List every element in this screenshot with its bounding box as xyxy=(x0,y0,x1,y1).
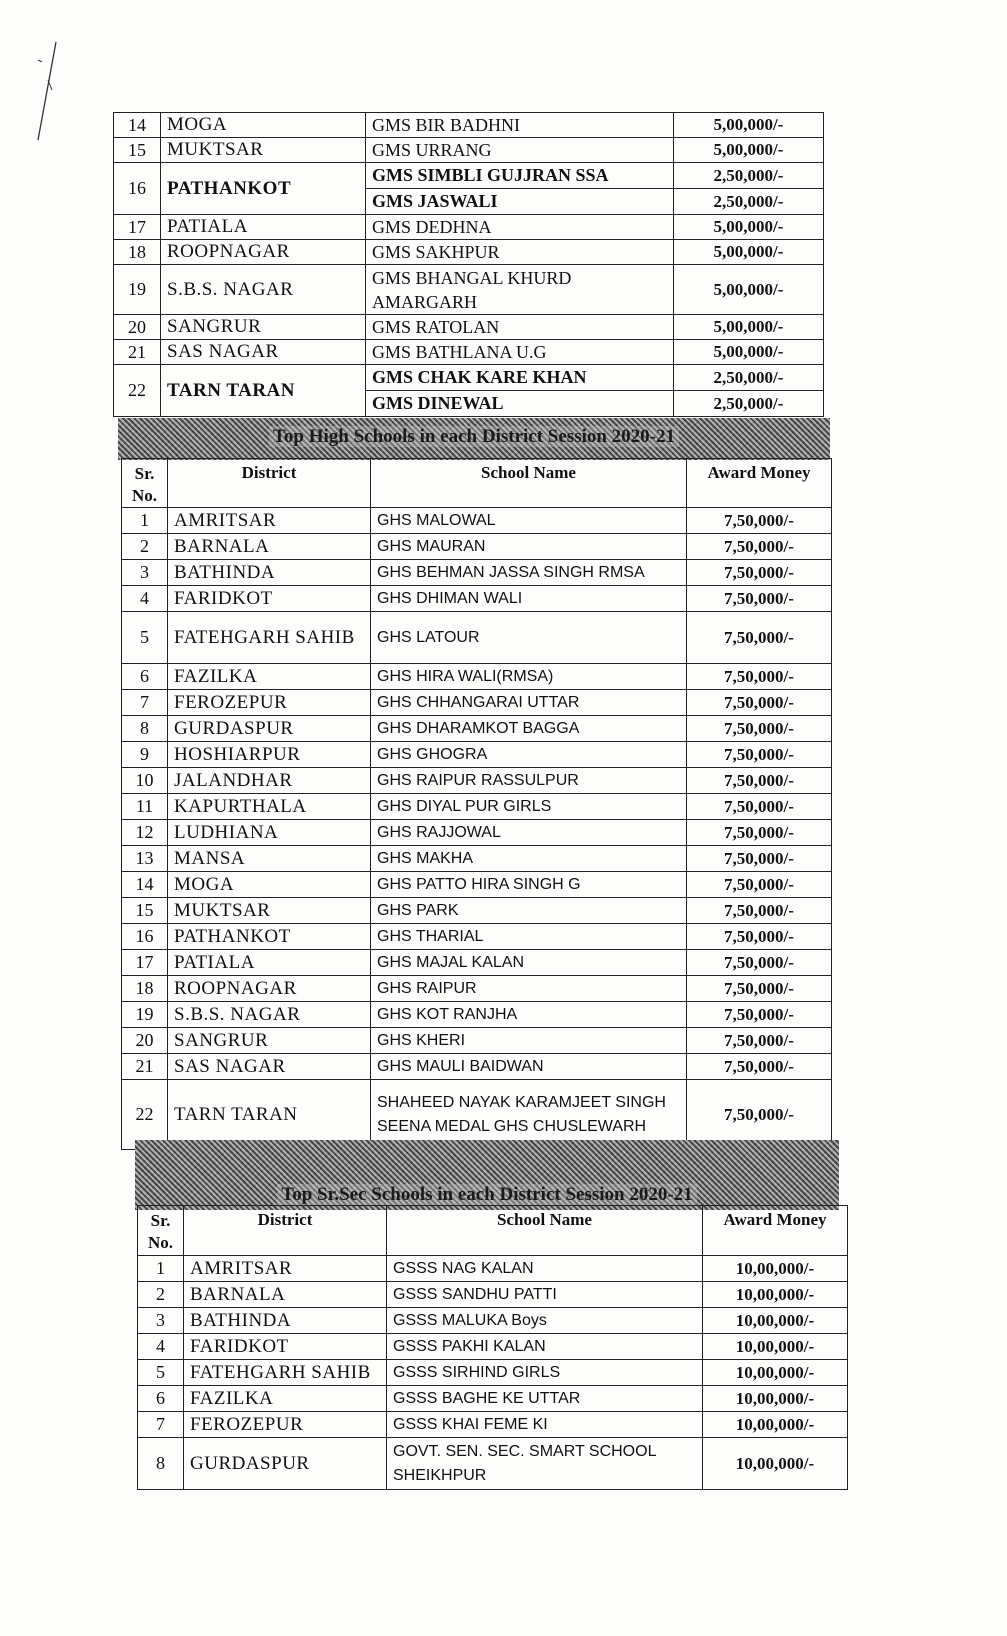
table-row xyxy=(138,1282,848,1308)
section-banner-sr-sec-schools xyxy=(135,1140,839,1210)
school-cell: GHS DHIMAN WALI xyxy=(371,586,687,612)
school-cell: GHS DIYAL PUR GIRLS xyxy=(371,794,687,820)
school-cell: GMS JASWALI xyxy=(366,189,674,215)
district-cell: MOGA xyxy=(168,872,371,898)
table-row xyxy=(114,138,824,163)
district-cell: TARN TARAN xyxy=(168,1080,371,1150)
award-cell: 7,50,000/- xyxy=(687,872,832,898)
award-cell: 7,50,000/- xyxy=(687,534,832,560)
district-cell: PATIALA xyxy=(161,215,366,240)
award-money-header: Award Money xyxy=(703,1206,848,1256)
district-cell: MANSA xyxy=(168,846,371,872)
sr-cell: 9 xyxy=(122,742,168,768)
table-row xyxy=(114,365,824,391)
sr-cell: 20 xyxy=(122,1028,168,1054)
district-cell: BATHINDA xyxy=(168,560,371,586)
table-row xyxy=(114,113,824,138)
sr-cell: 8 xyxy=(138,1438,184,1490)
sr-cell: 16 xyxy=(114,163,161,215)
award-cell: 2,50,000/- xyxy=(674,163,824,189)
sr-cell: 10 xyxy=(122,768,168,794)
school-cell: GSSS MALUKA Boys xyxy=(387,1308,703,1334)
table-row xyxy=(114,215,824,240)
district-cell: FEROZEPUR xyxy=(168,690,371,716)
table-row xyxy=(122,534,832,560)
table-row xyxy=(122,846,832,872)
sr-cell: 2 xyxy=(122,534,168,560)
school-cell: GMS BATHLANA U.G xyxy=(366,340,674,365)
district-cell: FARIDKOT xyxy=(184,1334,387,1360)
sr-cell: 4 xyxy=(138,1334,184,1360)
table-row xyxy=(122,716,832,742)
district-cell: FATEHGARH SAHIB xyxy=(184,1360,387,1386)
award-cell: 7,50,000/- xyxy=(687,846,832,872)
school-cell: GHS PATTO HIRA SINGH G xyxy=(371,872,687,898)
district-cell: MOGA xyxy=(161,113,366,138)
table-row xyxy=(122,690,832,716)
award-cell: 7,50,000/- xyxy=(687,586,832,612)
school-cell: GHS KOT RANJHA xyxy=(371,1002,687,1028)
table-row xyxy=(114,163,824,189)
table-row xyxy=(122,612,832,664)
table-row xyxy=(122,664,832,690)
table-row xyxy=(114,265,824,315)
sr-cell: 14 xyxy=(114,113,161,138)
school-cell: GHS CHHANGARAI UTTAR xyxy=(371,690,687,716)
sr-header: Sr. No. xyxy=(138,1206,184,1256)
district-header: District xyxy=(168,459,371,508)
school-cell: GHS BEHMAN JASSA SINGH RMSA xyxy=(371,560,687,586)
table-row xyxy=(122,898,832,924)
table-row xyxy=(138,1412,848,1438)
sr-cell: 20 xyxy=(114,315,161,340)
award-cell: 7,50,000/- xyxy=(687,664,832,690)
table-row xyxy=(122,872,832,898)
school-cell: GSSS BAGHE KE UTTAR xyxy=(387,1386,703,1412)
award-cell: 7,50,000/- xyxy=(687,976,832,1002)
sr-cell: 17 xyxy=(122,950,168,976)
section-banner-high-schools xyxy=(118,418,830,460)
sr-header: Sr. No. xyxy=(122,459,168,508)
sr-cell: 15 xyxy=(122,898,168,924)
table-header-row xyxy=(122,459,832,508)
district-cell: MUKTSAR xyxy=(161,138,366,163)
district-cell: AMRITSAR xyxy=(168,508,371,534)
district-cell: SANGRUR xyxy=(161,315,366,340)
table-row xyxy=(114,240,824,265)
school-cell: GMS BIR BADHNI xyxy=(366,113,674,138)
district-cell: HOSHIARPUR xyxy=(168,742,371,768)
table-row xyxy=(122,924,832,950)
award-cell: 5,00,000/- xyxy=(674,315,824,340)
sr-cell: 3 xyxy=(122,560,168,586)
district-cell: AMRITSAR xyxy=(184,1256,387,1282)
award-cell: 10,00,000/- xyxy=(703,1386,848,1412)
sr-cell: 5 xyxy=(138,1360,184,1386)
section-title: Top High Schools in each District Session 2020-21 xyxy=(269,426,679,447)
sr-cell: 18 xyxy=(122,976,168,1002)
award-cell: 7,50,000/- xyxy=(687,1028,832,1054)
school-cell: GHS MAURAN xyxy=(371,534,687,560)
district-cell: S.B.S. NAGAR xyxy=(168,1002,371,1028)
school-cell: GHS LATOUR xyxy=(371,612,687,664)
pen-stroke-mark xyxy=(18,40,78,150)
award-cell: 5,00,000/- xyxy=(674,138,824,163)
table-row xyxy=(122,1080,832,1150)
district-cell: SAS NAGAR xyxy=(161,340,366,365)
table-row xyxy=(122,586,832,612)
school-cell: GHS THARIAL xyxy=(371,924,687,950)
district-cell: BATHINDA xyxy=(184,1308,387,1334)
district-cell: MUKTSAR xyxy=(168,898,371,924)
sr-cell: 5 xyxy=(122,612,168,664)
award-cell: 10,00,000/- xyxy=(703,1308,848,1334)
school-cell: GSSS NAG KALAN xyxy=(387,1256,703,1282)
award-cell: 7,50,000/- xyxy=(687,898,832,924)
school-cell: GHS GHOGRA xyxy=(371,742,687,768)
sr-cell: 15 xyxy=(114,138,161,163)
school-cell: GSSS KHAI FEME KI xyxy=(387,1412,703,1438)
table-row xyxy=(138,1334,848,1360)
district-cell: SANGRUR xyxy=(168,1028,371,1054)
school-cell: GHS HIRA WALI(RMSA) xyxy=(371,664,687,690)
school-cell: GSSS PAKHI KALAN xyxy=(387,1334,703,1360)
table-header-row xyxy=(138,1206,848,1256)
award-cell: 7,50,000/- xyxy=(687,820,832,846)
district-cell: ROOPNAGAR xyxy=(161,240,366,265)
sr-sec-schools-table xyxy=(137,1205,848,1490)
award-cell: 2,50,000/- xyxy=(674,391,824,417)
sr-cell: 6 xyxy=(122,664,168,690)
district-cell: BARNALA xyxy=(184,1282,387,1308)
school-cell: GHS RAJJOWAL xyxy=(371,820,687,846)
sr-cell: 16 xyxy=(122,924,168,950)
award-cell: 10,00,000/- xyxy=(703,1438,848,1490)
sr-cell: 1 xyxy=(122,508,168,534)
district-cell: GURDASPUR xyxy=(184,1438,387,1490)
district-cell: JALANDHAR xyxy=(168,768,371,794)
district-cell: BARNALA xyxy=(168,534,371,560)
award-cell: 10,00,000/- xyxy=(703,1412,848,1438)
district-cell: PATHANKOT xyxy=(161,163,366,215)
school-cell: GMS SAKHPUR xyxy=(366,240,674,265)
sr-cell: 18 xyxy=(114,240,161,265)
award-cell: 7,50,000/- xyxy=(687,716,832,742)
award-cell: 7,50,000/- xyxy=(687,950,832,976)
award-cell: 7,50,000/- xyxy=(687,560,832,586)
table-row xyxy=(122,950,832,976)
award-cell: 10,00,000/- xyxy=(703,1360,848,1386)
school-cell: GMS URRANG xyxy=(366,138,674,163)
award-cell: 7,50,000/- xyxy=(687,1080,832,1150)
table-row xyxy=(122,1054,832,1080)
table-row xyxy=(122,742,832,768)
sr-cell: 3 xyxy=(138,1308,184,1334)
award-cell: 7,50,000/- xyxy=(687,924,832,950)
award-cell: 5,00,000/- xyxy=(674,113,824,138)
school-cell: GHS RAIPUR xyxy=(371,976,687,1002)
sr-cell: 21 xyxy=(114,340,161,365)
school-cell: SHAHEED NAYAK KARAMJEET SINGH SEENA MEDAL GHS CHUSLEWARH xyxy=(371,1080,687,1150)
school-cell: GHS PARK xyxy=(371,898,687,924)
school-cell: GMS BHANGAL KHURD AMARGARH xyxy=(366,265,674,315)
district-cell: FARIDKOT xyxy=(168,586,371,612)
section-title: Top Sr.Sec Schools in each District Session 2020-21 xyxy=(277,1184,696,1205)
sr-cell: 7 xyxy=(122,690,168,716)
high-schools-table xyxy=(121,458,832,1150)
sr-cell: 22 xyxy=(114,365,161,417)
district-cell: PATHANKOT xyxy=(168,924,371,950)
award-cell: 5,00,000/- xyxy=(674,240,824,265)
school-cell: GHS MAJAL KALAN xyxy=(371,950,687,976)
award-cell: 2,50,000/- xyxy=(674,189,824,215)
table-row xyxy=(138,1438,848,1490)
district-cell: TARN TARAN xyxy=(161,365,366,417)
sr-cell: 4 xyxy=(122,586,168,612)
table-row xyxy=(114,315,824,340)
award-cell: 5,00,000/- xyxy=(674,265,824,315)
school-name-header: School Name xyxy=(371,459,687,508)
middle-schools-table xyxy=(113,112,824,417)
district-cell: PATIALA xyxy=(168,950,371,976)
award-cell: 7,50,000/- xyxy=(687,742,832,768)
table-row xyxy=(122,976,832,1002)
award-cell: 7,50,000/- xyxy=(687,794,832,820)
table-row xyxy=(138,1386,848,1412)
school-cell: GMS SIMBLI GUJJRAN SSA xyxy=(366,163,674,189)
district-header: District xyxy=(184,1206,387,1256)
award-cell: 7,50,000/- xyxy=(687,612,832,664)
school-cell: GHS MAKHA xyxy=(371,846,687,872)
sr-cell: 17 xyxy=(114,215,161,240)
award-cell: 7,50,000/- xyxy=(687,1002,832,1028)
school-cell: GMS RATOLAN xyxy=(366,315,674,340)
table-row xyxy=(122,560,832,586)
table-row xyxy=(114,340,824,365)
district-cell: FAZILKA xyxy=(184,1386,387,1412)
table-row xyxy=(122,1002,832,1028)
school-cell: GHS RAIPUR RASSULPUR xyxy=(371,768,687,794)
district-cell: ROOPNAGAR xyxy=(168,976,371,1002)
district-cell: FEROZEPUR xyxy=(184,1412,387,1438)
district-cell: LUDHIANA xyxy=(168,820,371,846)
district-cell: S.B.S. NAGAR xyxy=(161,265,366,315)
sr-cell: 19 xyxy=(122,1002,168,1028)
table-row xyxy=(138,1256,848,1282)
school-cell: GHS DHARAMKOT BAGGA xyxy=(371,716,687,742)
sr-cell: 14 xyxy=(122,872,168,898)
sr-cell: 22 xyxy=(122,1080,168,1150)
table-row xyxy=(122,768,832,794)
district-cell: SAS NAGAR xyxy=(168,1054,371,1080)
school-cell: GMS DINEWAL xyxy=(366,391,674,417)
school-cell: GMS CHAK KARE KHAN xyxy=(366,365,674,391)
table-row xyxy=(138,1360,848,1386)
award-cell: 10,00,000/- xyxy=(703,1256,848,1282)
award-cell: 7,50,000/- xyxy=(687,1054,832,1080)
district-cell: KAPURTHALA xyxy=(168,794,371,820)
sr-cell: 21 xyxy=(122,1054,168,1080)
school-cell: GSSS SANDHU PATTI xyxy=(387,1282,703,1308)
sr-cell: 7 xyxy=(138,1412,184,1438)
award-cell: 2,50,000/- xyxy=(674,365,824,391)
district-cell: FAZILKA xyxy=(168,664,371,690)
award-money-header: Award Money xyxy=(687,459,832,508)
award-cell: 10,00,000/- xyxy=(703,1334,848,1360)
district-cell: FATEHGARH SAHIB xyxy=(168,612,371,664)
school-name-header: School Name xyxy=(387,1206,703,1256)
award-cell: 5,00,000/- xyxy=(674,215,824,240)
award-cell: 7,50,000/- xyxy=(687,508,832,534)
sr-cell: 2 xyxy=(138,1282,184,1308)
award-cell: 7,50,000/- xyxy=(687,768,832,794)
table-row xyxy=(122,820,832,846)
school-cell: GHS MALOWAL xyxy=(371,508,687,534)
table-row xyxy=(122,1028,832,1054)
sr-cell: 19 xyxy=(114,265,161,315)
school-cell: GMS DEDHNA xyxy=(366,215,674,240)
table-row xyxy=(138,1308,848,1334)
table-row xyxy=(122,508,832,534)
award-cell: 5,00,000/- xyxy=(674,340,824,365)
sr-cell: 1 xyxy=(138,1256,184,1282)
award-cell: 10,00,000/- xyxy=(703,1282,848,1308)
sr-cell: 6 xyxy=(138,1386,184,1412)
school-cell: GHS KHERI xyxy=(371,1028,687,1054)
school-cell: GSSS SIRHIND GIRLS xyxy=(387,1360,703,1386)
sr-cell: 13 xyxy=(122,846,168,872)
sr-cell: 8 xyxy=(122,716,168,742)
sr-cell: 12 xyxy=(122,820,168,846)
sr-cell: 11 xyxy=(122,794,168,820)
district-cell: GURDASPUR xyxy=(168,716,371,742)
school-cell: GHS MAULI BAIDWAN xyxy=(371,1054,687,1080)
award-cell: 7,50,000/- xyxy=(687,690,832,716)
school-cell: GOVT. SEN. SEC. SMART SCHOOL SHEIKHPUR xyxy=(387,1438,703,1490)
table-row xyxy=(122,794,832,820)
